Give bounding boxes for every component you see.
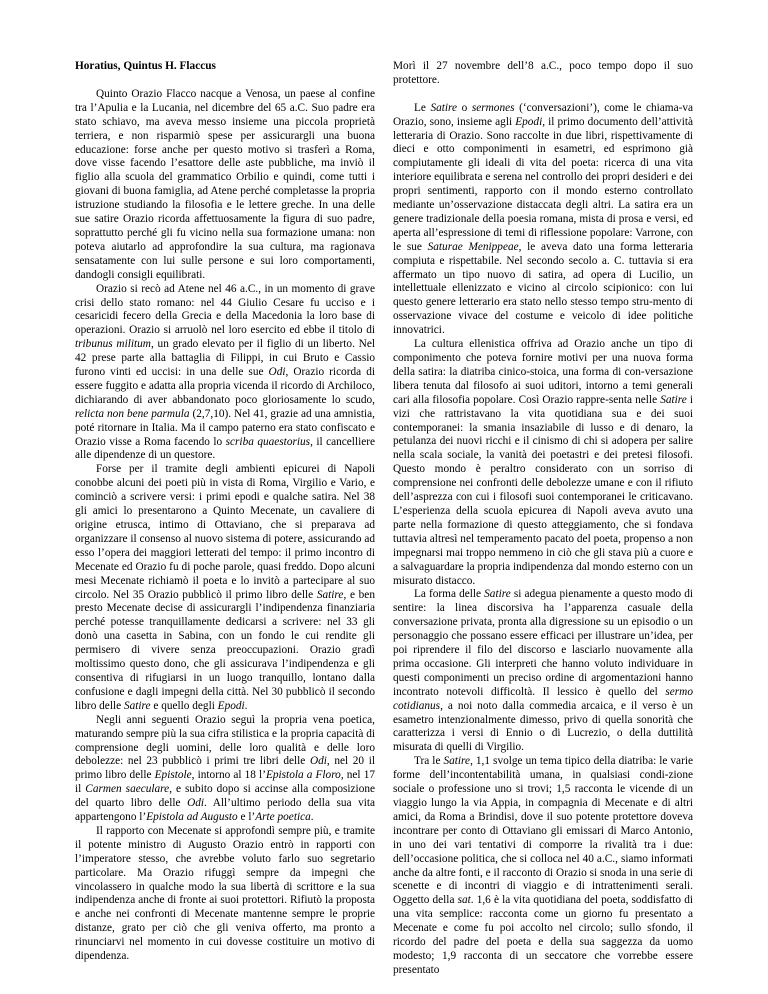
italic-text: relicta non bene parmula (75, 407, 190, 420)
italic-text: Satire (316, 588, 344, 601)
italic-text: Odi (309, 755, 327, 768)
left-paragraph (75, 88, 375, 283)
paragraph-text: La cultura ellenistica offriva ad Orazio anche un tipo di componimento che poteva fornire motivi per una nuova forma della satira: la diatriba cinico-stoica, una forma di con-versazione libera tenuta dal filosofo ai suoi uditori, intorno a temi generali cari alla filosofia popolare. Così Orazio rappre-senta nelle (393, 338, 693, 406)
italic-text: sat (457, 894, 471, 907)
paragraph-text: Negli anni seguenti Orazio seguì la propria vena poetica, maturando sempre più la sua cifra stilistica e la propria capacità di comprensione degli uomini, delle loro qualità e delle loro debolezze: nel 23 pubblicò i primi tre libri delle (75, 713, 375, 768)
right-paragraph (393, 102, 693, 338)
paragraph-text: (2,7,10). Nel 41, grazie ad una amnistia, poté ritornare in Italia. Ma il campo paterno era stato confiscato e Orazio visse a Roma facendo lo (75, 407, 375, 448)
paragraph-text: La forma delle (414, 588, 485, 601)
right-paragraph (393, 755, 693, 978)
paragraph-text: . (310, 811, 314, 824)
italic-text: Satire (484, 588, 511, 601)
paragraph-text: , e ben presto Mecenate decise di assicurargli l’indipendenza finanziaria perché potesse tranquillamente dedicarsi a scrivere: nel 33 gli donò una casetta in Sabina, con un fondo le cui rendite gli permisero di vivere senza preoccupazioni. Orazio gradì moltissimo questo dono, che gli assicurava l’indipendenza e gli consentiva di rifugiarsi in un luogo tranquillo, lontano dalla confusione e dagli impegni della città. Nel 30 pubblicò il secondo libro delle (75, 588, 375, 712)
paragraph-text: Il rapporto con Mecenate si approfondì sempre più, e tramite il potente ministro di Augusto Orazio entrò in rapporti con l’imperatore stesso, che avrebbe voluto farlo suo segretario particolare. Ma Orazio rifuggì sempre da impegni che vincolassero in qualche modo la sua libertà di scrittore e la sua indipendenza anche di fronte ai suoi protettori. Rifiutò la proposta e anche nei confronti di Mecenate mantenne sempre le proprie distanze, grato per ciò che gli veniva offerto, ma pronto a rinunciarvi nel momento in cui dovesse costituire un motivo di dipendenza. (75, 824, 375, 963)
paragraph-text: , Orazio ricorda di essere fuggito e adatta alla propria vicenda il ricordo di Archiloco, dichiarando di aver abbandonato poco gloriosamente lo scudo, (75, 366, 376, 406)
right-paragraph (393, 60, 693, 88)
paragraph-text: , e subito dopo si accinse alla composizione del quarto libro delle (75, 783, 376, 810)
paragraph-text: (‘conversazioni’), come le chiama-va Orazio, sono, insieme agli (393, 101, 694, 128)
italic-text: Epistola ad Augusto (146, 811, 238, 824)
italic-text: Carmen saeculare (85, 783, 170, 796)
paragraph-text: , nel 17 il (75, 769, 375, 796)
left-paragraph (75, 463, 375, 713)
italic-text: Arte poetica (255, 811, 311, 824)
italic-text: Epodi (217, 699, 245, 712)
paragraph-text: , un grado elevato per il figlio di un liberto. Nel 42 prese parte alla battaglia di Filippi, in cui Bruto e Cassio furono vinti ed uccisi: in una delle sue (75, 338, 375, 379)
article-heading: Horatius, Quintus H. Flaccus (75, 60, 216, 72)
paragraph-text: Orazio si recò ad Atene nel 46 a.C., in un momento di grave crisi dello stato romano: nel 44 Giulio Cesare fu ucciso e i cesaricidi fecero della Grecia e della Macedonia la loro base di operazioni. Orazio si arruolò nel loro esercito ed ebbe il titolo di (75, 282, 375, 337)
paragraph-text: Forse per il tramite degli ambienti epicurei di Napoli conobbe alcuni dei poeti più in vista di Roma, Virgilio e Vario, e cominciò a scrivere versi: i primi epodi e qualche satira. Nel 38 gli amici lo presentarono a Quinto Mecenate, un cavaliere di origine etrusca, intimo di Ottaviano, che si preparava ad organizzare il consenso al nuovo sistema di potere, assicurando ad esso l’opera dei maggiori letterati del tempo: il primo incontro di Mecenate ed Orazio fu di poche parole, quasi freddo. Dopo alcuni mesi Mecenate richiamò il poeta e lo invitò a partecipare al suo circolo. Nel 35 Orazio pubblicò il primo libro delle (75, 463, 375, 601)
paragraph-text: , a noi noto dalla commedia arcaica, e il verso è un esametro intenzionalmente dimesso, privo di quella sonorità che caratterizza i versi di Ennio o di Lucrezio, o della duttilità misurata di quelli di Virgilio. (393, 699, 693, 754)
italic-text: scriba quaestorius (225, 435, 311, 448)
italic-text: sermones (471, 101, 515, 114)
paragraph-text: si adegua pienamente a questo modo di sentire: la linea discorsiva ha l’apparenza casuale della conversazione privata, pronta alla digressione su un episodio o un personaggio che possano essere efficaci per illustrare un’idea, per poi riprendere il filo del discorso e lasciarlo nuovamente alla prima occasione. Gli interpreti che hanno voluto individuare in questi componimenti un preciso ordine di argomentazioni hanno incontrato notevoli difficoltà. Il lessico è quello del (393, 588, 693, 698)
left-body (75, 88, 375, 964)
paragraph-text: Le (414, 101, 431, 114)
paragraph-text: , le aveva dato una forma letteraria compiuta e rispettabile. Nel secondo secolo a. C. tuttavia si era affermato un tipo nuovo di satira, ad opera di Lucilio, un intellettuale ellenizzato e vicino al circolo scipionico: con lui questo genere letterario era stato nello stesso tempo stru-mento di osservazione vivace del costume e veicolo di idee politiche innovatrici. (393, 240, 693, 337)
paragraph-text: . All’ultimo periodo della sua vita appartengono l’ (75, 797, 376, 824)
paragraph-text: . (244, 699, 248, 712)
left-column (75, 60, 375, 964)
italic-text: Satire (430, 101, 458, 114)
italic-text: Satire (443, 755, 471, 768)
left-paragraph (75, 714, 375, 825)
italic-text: Epistole (154, 769, 192, 782)
paragraph-text: Quinto Orazio Flacco nacque a Venosa, un paese al confine tra l’Apulia e la Lucania, nel dicembre del 65 a.C. Suo padre era stato schiavo, ma aveva messo insieme una piccola proprietà terriera, e non risparmiò spese per assicurargli una buona educazione: forse anche per questo motivo si trasferì a Roma, dove visse facendo l’esattore delle aste pubbliche, ma inviò il figlio alla scuola del grammatico Orbilio e quindi, come tutti i giovani di buona famiglia, ad Atene perché completasse la propria istruzione studiando la filosofia e le lettere greche. In una delle sue satire Orazio ricorda affettuosamente la figura di suo padre, soprattutto perché gli fu vicino nella sua formazione umana: non poteva aiutarlo ad approfondire la sua cultura, ma ragionava sensatamente con lui sulle persone e sui loro comportamenti, dandogli consigli equilibrati. (75, 87, 375, 281)
paragraph-text: i vizi che rattristavano la vita quotidiana sua e dei suoi contemporanei: la smania insaziabile di lusso e di denaro, la petulanza dei nuovi ricchi e il cinismo di chi si adopera per salire nella scala sociale, la vanità dei poetastri e dei pretesi filosofi. Questo mondo è peraltro considerato con un sorriso di comprensione nei confronti delle debolezze umane e con il rifiuto dell’asprezza con cui i filosofi suoi contemporanei le criticavano. L’esperienza della scuola epicurea di Napoli aveva avuto una parte nella formazione di questo atteggiamento, che si fondava tuttavia altresì nel temperamento pacato del poeta, propenso a non impegnarsi mai troppo nemmeno in ciò che gli stava più a cuore e a salvaguardare la propria indipendenza dal mondo esterno con un misurato distacco. (393, 393, 693, 587)
paragraph-text: o (457, 101, 472, 114)
paragraph-text: . 1,6 è la vita quotidiana del poeta, soddisfatto di una vita semplice: racconta come un giorno fu presentato a Mecenate e come fu poi accolto nel circolo; sullo sfondo, il ricordo del padre del poeta e della sua saggezza da uomo modesto; 1,9 racconta di un seccatore che vorrebbe essere presentato (393, 894, 693, 976)
italic-text: Epodi (515, 115, 543, 128)
right-paragraph (393, 338, 693, 588)
right-column (393, 60, 693, 978)
italic-text: tribunus militum (75, 338, 151, 351)
paragraph-text: , il cancelliere alle dipendenze di un questore. (75, 435, 375, 462)
paragraph-text: , nel 20 il primo libro delle (75, 755, 375, 782)
paragraph-text: , 1,1 svolge un tema tipico della diatriba: le varie forme dell’incontentabilità umana, in qualsiasi condi-zione sociale o professione uno si trovi; 1,5 racconta le vicende di un viaggio lungo la via Appia, in compagnia di Mecenate e di altri amici, da Roma a Brindisi, dove il suo potente protettore doveva incontrare per conto di Ottaviano gli emissari di Marco Antonio, in uno dei vari tentativi di comporre la rivalità tra i due: dell’occasione politica, che si colloca nel 40 a.C., siamo informati anche da altre fonti, e il racconto di Orazio si snoda in una serie di scenette e di incontri di viaggio e di intrattenimenti serali. Oggetto della (393, 755, 693, 907)
paragraph-text: Tra le (414, 755, 444, 768)
italic-text: Saturae Menippeae (427, 240, 519, 253)
italic-text: Epistola a Floro (265, 769, 341, 782)
paragraph-text: , il primo documento dell’attività letteraria di Orazio. Sono raccolte in due libri, rispettivamente di dieci e otto componimenti in esametri, ed esprimono già compiutamente gli ideali di vita del poeta: ricerca di una vita interiore equilibrata e serena nel controllo dei propri desideri e dei propri sentimenti, rapporto con il mondo esterno controllato mediante un’osservazione distaccata degli altri. La satira era un genere tradizionale della poesia romana, mista di prosa e versi, ed aperta all’espressione di temi di riflessione popolare: Varrone, con le sue (393, 115, 693, 253)
italic-text: Satire (660, 393, 687, 406)
paragraph-text: Morì il 27 novembre dell’8 a.C., poco tempo dopo il suo protettore. (393, 60, 693, 86)
italic-text: Odi (187, 797, 205, 810)
left-paragraph (75, 825, 375, 964)
right-body (393, 60, 693, 978)
paragraph-text: e l’ (237, 811, 256, 824)
paragraph-text: e quello degli (150, 699, 218, 712)
italic-text: Odi (268, 366, 286, 379)
paragraph-text: , intorno al 18 l’ (191, 769, 266, 782)
left-paragraph (75, 283, 375, 464)
italic-text: Satire (123, 699, 151, 712)
italic-text: sermo cotidianus (393, 685, 693, 712)
right-paragraph (393, 588, 693, 755)
